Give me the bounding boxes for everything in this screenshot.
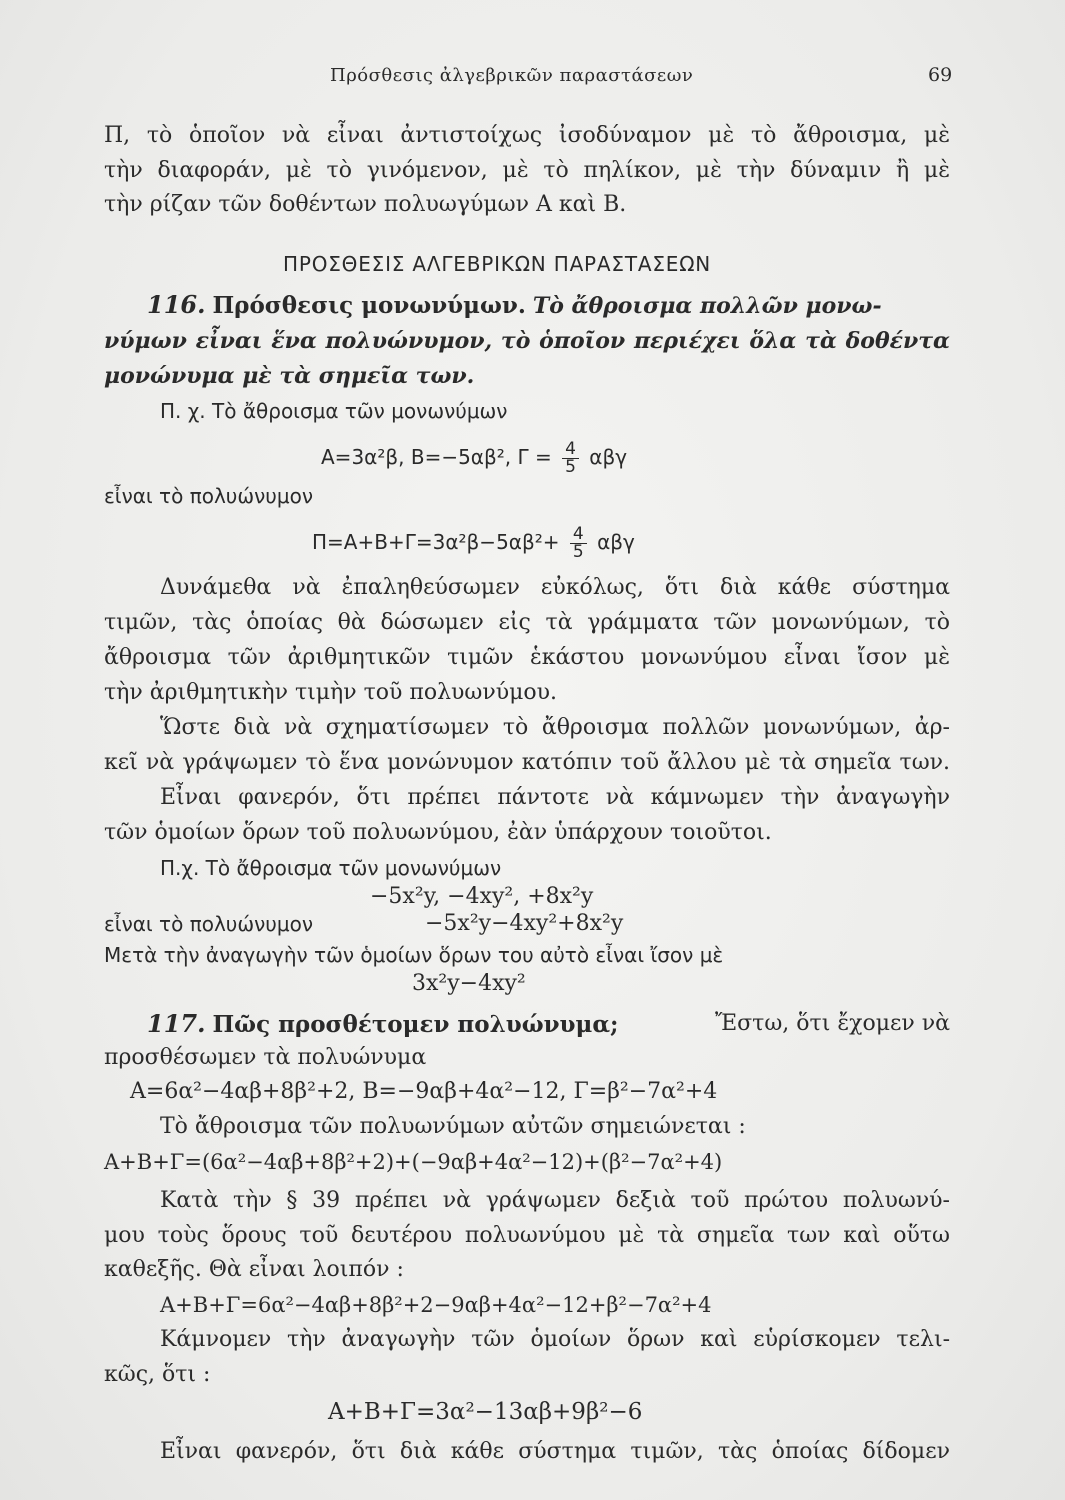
example-intro: Π. χ. Τὸ ἄθροισμα τῶν μονωνύμων [160,399,508,423]
sum-expression: Α+Β+Γ=(6α²−4αβ+8β²+2)+(−9αβ+4α²−12)+(β²−7α²+4) [104,1150,723,1174]
section-number: 117. [147,1009,206,1038]
running-title: Πρόσθεσις ἀλγεβρικῶν παραστάσεων [330,65,694,86]
paragraph-line: προσθέσωμεν τὰ πολυώνυμα [104,1045,427,1070]
formula-right: αβγ [589,445,628,469]
section-117-heading-line [147,1010,950,1040]
formula-right: αβγ [597,530,635,554]
rule-text: Τὸ ἄθροισμα πολλῶν μονω- [532,293,882,319]
paragraph-line: Τὸ ἄθροισμα τῶν πολυωνύμων αὐτῶν σημειώνεται : [160,1114,746,1139]
paragraph-line: Κάμνομεν τὴν ἀναγωγὴν τῶν ὁμοίων ὅρων καὶ εὑρίσκομεν τελι- [160,1327,950,1352]
section-116-heading-line [147,291,950,321]
paragraph-line: Ὥστε διὰ νὰ σχηματίσωμεν τὸ ἄθροισμα πολλῶν μονωνύμων, ἀρ- [160,715,950,740]
rule-text: μονώνυμα μὲ τὰ σημεῖα των. [104,363,475,389]
page-number: 69 [928,64,953,86]
example-terms: −5x²y, −4xy², +8x²y [370,884,594,909]
paragraph-text: Ἔστω, ὅτι ἔχομεν νὰ [714,1011,950,1036]
paragraph-line: Κατὰ τὴν § 39 πρέπει νὰ γράψωμεν δεξιὰ τοῦ πρώτου πολυωνύ- [160,1188,950,1213]
fraction-denominator: 5 [565,457,576,477]
paragraph-line: καθεξῆς. Θὰ εἶναι λοιπόν : [104,1257,404,1282]
fraction [570,526,587,561]
is-polynomial-label: εἶναι τὸ πολυώνυμον [104,484,314,508]
paragraph-line: κῶς, ὅτι : [104,1362,211,1387]
paragraph-line: Εἶναι φανερόν, ὅτι διὰ κάθε σύστημα τιμῶν, τὰς ὁποίας δίδομεν [160,1439,950,1464]
example-after: Μετὰ τὴν ἀναγωγὴν τῶν ὁμοίων ὅρων του αὐτὸ εἶναι ἴσον μὲ [104,943,724,967]
final-expression: Α+Β+Γ=3α²−13αβ+9β²−6 [328,1399,643,1425]
intro-line: Π, τὸ ὁποῖον νὰ εἶναι ἀντιστοίχως ἰσοδύναμον μὲ τὸ ἄθροισμα, μὲ [104,123,950,148]
paragraph-line: τὴν ἀριθμητικὴν τιμὴν τοῦ πολυωνύμου. [104,680,557,705]
intro-line: τὴν ρίζαν τῶν δοθέντων πολυωγύμων Α καὶ Β. [104,192,627,217]
fraction-denominator: 5 [572,542,584,562]
section-title: ΠΡΟΣΘΕΣΙΣ ΑΛΓΕΒΡΙΚΩΝ ΠΑΡΑΣΤΑΣΕΩΝ [283,252,712,276]
expanded-expression: Α+Β+Γ=6α²−4αβ+8β²+2−9αβ+4α²−12+β²−7α²+4 [160,1293,712,1317]
paragraph-line: Εἶναι φανερόν, ὅτι πρέπει πάντοτε νὰ κάμνωμεν τὴν ἀναγωγὴν [160,785,950,810]
example-result: 3x²y−4xy² [412,971,526,996]
fraction-numerator: 4 [570,526,587,544]
section-heading: Πῶς προσθέτομεν πολυώνυμα; [212,1011,619,1038]
section-number: 116. [147,290,206,319]
monomials-formula [321,437,627,483]
example-intro: Π.χ. Τὸ ἄθροισμα τῶν μονωνύμων [160,856,502,880]
fraction-numerator: 4 [562,441,579,459]
section-heading: Πρόσθεσις μονωνύμων. [212,292,526,319]
formula-left: Π=Α+Β+Γ=3α²β−5αβ²+ [312,530,560,554]
paragraph-line: Δυνάμεθα νὰ ἐπαληθεύσωμεν εὐκόλως, ὅτι διὰ κάθε σύστημα [160,575,950,600]
fraction [562,441,579,476]
is-polynomial-label: εἶναι τὸ πολυώνυμον [104,912,314,936]
paragraph-line: ἄθροισμα τῶν ἀριθμητικῶν τιμῶν ἑκάστου μονωνύμου εἶναι ἴσον μὲ [104,645,950,670]
paragraph-line: μου τοὺς ὅρους τοῦ δευτέρου πολυωνύμου μὲ τὰ σημεῖα των καὶ οὕτω [104,1223,950,1248]
paragraph-line: κεῖ νὰ γράψωμεν τὸ ἕνα μονώνυμον κατόπιν τοῦ ἄλλου μὲ τὰ σημεῖα των. [104,750,950,775]
formula-left: Α=3α²β, Β=−5αβ², Γ = [321,445,552,469]
sum-formula [312,522,635,568]
intro-line: τὴν διαφοράν, μὲ τὸ γινόμενον, μὲ τὸ πηλίκον, μὲ τὴν δύναμιν ἢ μὲ [104,158,950,183]
paragraph-line: τιμῶν, τὰς ὁποίας θὰ δώσωμεν εἰς τὰ γράμματα τῶν μονωνύμων, τὸ [104,610,950,635]
polynomials-formula: Α=6α²−4αβ+8β²+2, Β=−9αβ+4α²−12, Γ=β²−7α²+4 [130,1079,718,1104]
paragraph-line: τῶν ὁμοίων ὅρων τοῦ πολυωνύμου, ἐὰν ὑπάρχουν τοιοῦτοι. [104,820,772,845]
rule-text: νύμων εἶναι ἕνα πολυώνυμον, τὸ ὁποῖον περιέχει ὅλα τὰ δοθέντα [104,328,950,354]
example-polynomial: −5x²y−4xy²+8x²y [425,911,624,936]
